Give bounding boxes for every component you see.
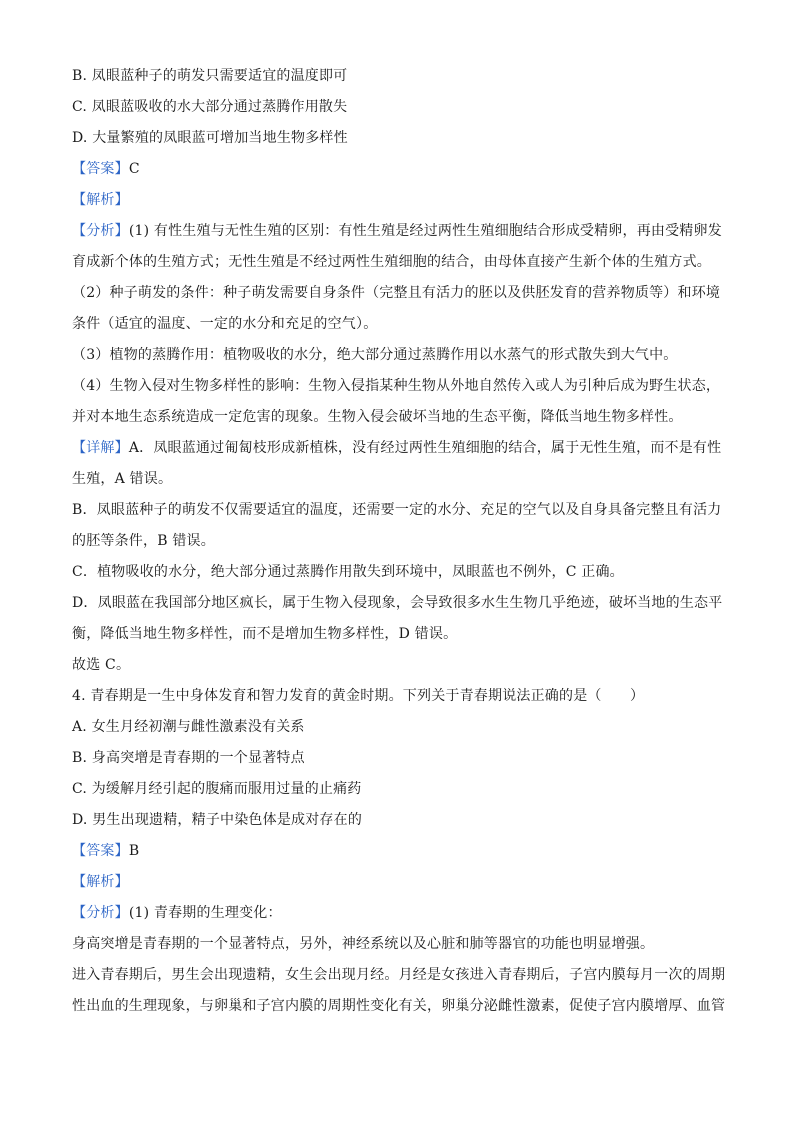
q3-fenxi-1a [72,221,732,241]
q4-answer [72,841,732,861]
q3-detail-b1: B．凤眼蓝种子的萌发不仅需要适宜的温度，还需要一定的水分、充足的空气以及自身具备完整且有活力 [72,502,722,518]
detail-text: A．凤眼蓝通过匍匐枝形成新植株，没有经过两性生殖细胞的结合，属于无性生殖，而不是有性 [128,440,722,456]
q3-detail-d2: 衡，降低当地生物多样性，而不是增加生物多样性，D 错误。 [72,626,458,642]
q3-detail-d1: D．凤眼蓝在我国部分地区疯长，属于生物入侵现象，会导致很多水生生物几乎绝迹，破坏当地的生态平 [72,595,723,611]
q3-detail-a2: 生殖，A 错误。 [72,471,173,487]
q3-option-b: B. 凤眼蓝种子的萌发只需要适宜的温度即可 [72,68,348,84]
fenxi-tag: 【分析】 [72,223,129,239]
q3-fenxi-2a: （2）种子萌发的条件：种子萌发需要自身条件（完整且有活力的胚以及供胚发育的营养物质等）和环境 [72,285,721,301]
q3-option-d: D. 大量繁殖的凤眼蓝可增加当地生物多样性 [72,130,348,146]
answer-value: C [128,161,140,177]
q4-para-2a: 进入青春期后，男生会出现遗精，女生会出现月经。月经是女孩进入青春期后，子宫内膜每月一次的周期 [72,967,726,983]
q3-fenxi-3: （3）植物的蒸腾作用：植物吸收的水分，绝大部分通过蒸腾作用以水蒸气的形式散失到大气中。 [72,347,678,363]
q4-analysis-tag: 【解析】 [72,874,129,890]
q4-option-d: D. 男生出现遗精，精子中染色体是成对存在的 [72,812,363,828]
q4-para-1: 身高突增是青春期的一个显著特点，另外，神经系统以及心脏和肺等器官的功能也明显增强。 [72,936,655,952]
answer-tag: 【答案】 [72,161,129,177]
q3-detail-c: C．植物吸收的水分，绝大部分通过蒸腾作用散失到环境中，凤眼蓝也不例外，C 正确。 [72,564,624,580]
q4-para-2b: 性出血的生理现象，与卵巢和子宫内膜的周期性变化有关，卵巢分泌雌性激素，促使子宫内膜增厚、血管 [72,998,726,1014]
q4-option-b: B. 身高突增是青春期的一个显著特点 [72,750,305,766]
q4-option-a: A. 女生月经初潮与雌性激素没有关系 [72,719,305,735]
q3-conclusion: 故选 C。 [72,657,131,673]
q3-answer [72,159,732,179]
answer-value: B [128,843,140,859]
fenxi-text: (1) 青春期的生理变化： [128,905,282,921]
q3-option-c: C. 凤眼蓝吸收的水大部分通过蒸腾作用散失 [72,99,348,115]
q3-detail-b2: 的胚等条件，B 错误。 [72,533,215,549]
q3-detail-a1 [72,438,732,458]
fenxi-text: (1) 有性生殖与无性生殖的区别：有性生殖是经过两性生殖细胞结合形成受精卵，再由受精卵发 [128,223,722,239]
q4-option-c: C. 为缓解月经引起的腹痛而服用过量的止痛药 [72,781,362,797]
answer-tag: 【答案】 [72,843,129,859]
q3-fenxi-4b: 并对本地生态系统造成一定危害的现象。生物入侵会破坏当地的生态平衡，降低当地生物多样性。 [72,409,683,425]
q3-fenxi-2b: 条件（适宜的温度、一定的水分和充足的空气）。 [72,316,378,332]
q3-fenxi-1b: 育成新个体的生殖方式；无性生殖是不经过两性生殖细胞的结合，由母体直接产生新个体的生殖方式。 [72,254,711,270]
detail-tag: 【详解】 [72,440,129,456]
q4-fenxi-1 [72,903,732,923]
q3-analysis-tag: 【解析】 [72,192,129,208]
q4-stem: 4. 青春期是一生中身体发育和智力发育的黄金时期。下列关于青春期说法正确的是（ ） [72,688,645,704]
fenxi-tag: 【分析】 [72,905,129,921]
q3-fenxi-4a: （4）生物入侵对生物多样性的影响：生物入侵指某种生物从外地自然传入或人为引种后成为野生状态， [72,378,721,394]
